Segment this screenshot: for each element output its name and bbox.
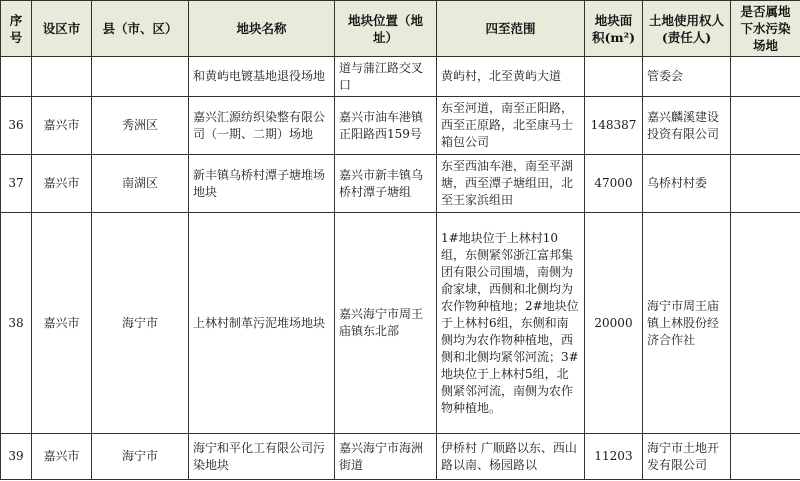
header-county: 县（市、区） (92, 1, 189, 57)
cell-bounds: 东至河道，南至正阳路，西至正原路，北至康马士箱包公司 (437, 97, 585, 155)
cell-city: 嘉兴市 (32, 97, 92, 155)
cell-area (585, 57, 643, 97)
cell-area: 20000 (585, 213, 643, 434)
header-groundwater: 是否属地下水污染场地 (731, 1, 800, 57)
cell-area: 47000 (585, 155, 643, 213)
table-row (1, 434, 800, 480)
header-owner: 土地使用权人(责任人) (643, 1, 731, 57)
cell-seq: 37 (1, 155, 32, 213)
cell-location: 嘉兴市油车港镇正阳路西159号 (335, 97, 437, 155)
cell-area: 148387 (585, 97, 643, 155)
cell-county (92, 57, 189, 97)
cell-groundwater (731, 57, 800, 97)
cell-owner: 海宁市周王庙镇上林股份经济合作社 (643, 213, 731, 434)
cell-groundwater (731, 155, 800, 213)
cell-bounds: 东至西油车港，南至平湖塘，西至潭子塘组田，北至王家浜组田 (437, 155, 585, 213)
cell-county: 海宁市 (92, 434, 189, 480)
cell-seq: 39 (1, 434, 32, 480)
cell-area: 11203 (585, 434, 643, 480)
cell-name: 嘉兴汇源纺织染整有限公司（一期、二期）场地 (189, 97, 335, 155)
cell-groundwater (731, 97, 800, 155)
cell-county: 秀洲区 (92, 97, 189, 155)
table-row (1, 57, 800, 97)
cell-location: 道与蒲江路交叉口 (335, 57, 437, 97)
cell-location: 嘉兴海宁市周王庙镇东北部 (335, 213, 437, 434)
cell-bounds: 1#地块位于上林村10组，东侧紧邻浙江富邦集团有限公司围墙，南侧为俞家埭，西侧和北侧均为农作物种植地；2#地块位于上林村6组，东侧和南侧均为农作物种植地，西侧和北侧均紧邻河流；3#地块位于上林村5组，北侧紧邻河流，南侧为农作物种植地。 (437, 213, 585, 434)
header-location: 地块位置（地址） (335, 1, 437, 57)
table-row (1, 97, 800, 155)
cell-bounds: 伊桥村 广顺路以东、西山路以南、杨园路以 (437, 434, 585, 480)
table-row (1, 155, 800, 213)
table-row (1, 213, 800, 434)
header-seq: 序号 (1, 1, 32, 57)
cell-name: 海宁和平化工有限公司污染地块 (189, 434, 335, 480)
cell-city: 嘉兴市 (32, 434, 92, 480)
header-area: 地块面积(m²) (585, 1, 643, 57)
cell-owner: 乌桥村村委 (643, 155, 731, 213)
header-bounds: 四至范围 (437, 1, 585, 57)
cell-county: 海宁市 (92, 213, 189, 434)
cell-county: 南湖区 (92, 155, 189, 213)
table-header-row (1, 1, 800, 57)
cell-location: 嘉兴海宁市海洲街道 (335, 434, 437, 480)
cell-groundwater (731, 213, 800, 434)
cell-seq: 38 (1, 213, 32, 434)
cell-location: 嘉兴市新丰镇乌桥村潭子塘组 (335, 155, 437, 213)
cell-groundwater (731, 434, 800, 480)
cell-owner: 嘉兴麟溪建设投资有限公司 (643, 97, 731, 155)
cell-owner: 海宁市土地开发有限公司 (643, 434, 731, 480)
header-city: 设区市 (32, 1, 92, 57)
cell-name: 上林村制革污泥堆场地块 (189, 213, 335, 434)
cell-owner: 管委会 (643, 57, 731, 97)
cell-bounds: 黄屿村，北至黄屿大道 (437, 57, 585, 97)
header-name: 地块名称 (189, 1, 335, 57)
cell-seq: 36 (1, 97, 32, 155)
cell-city: 嘉兴市 (32, 155, 92, 213)
cell-city: 嘉兴市 (32, 213, 92, 434)
cell-name: 和黄屿电镀基地退役场地 (189, 57, 335, 97)
cell-name: 新丰镇乌桥村潭子塘堆场地块 (189, 155, 335, 213)
cell-seq (1, 57, 32, 97)
cell-city (32, 57, 92, 97)
